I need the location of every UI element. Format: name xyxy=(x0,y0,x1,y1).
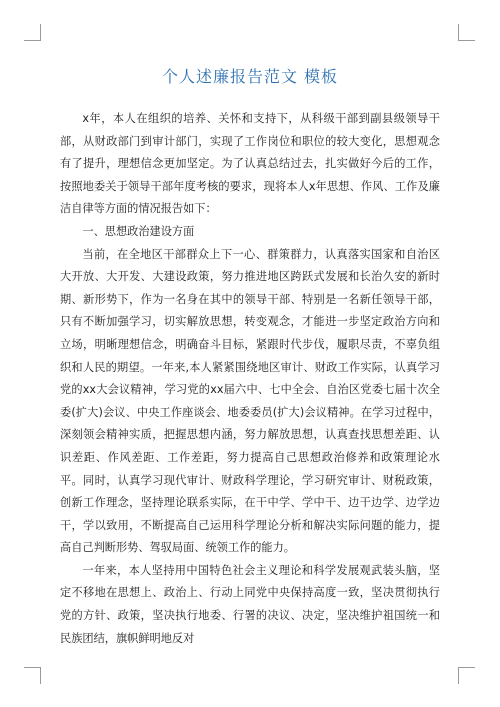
crop-mark xyxy=(458,40,475,41)
crop-mark xyxy=(40,24,41,41)
crop-mark xyxy=(24,40,41,41)
crop-mark xyxy=(40,667,41,684)
document-body xyxy=(60,108,440,650)
crop-mark xyxy=(24,667,41,668)
crop-mark xyxy=(458,667,475,668)
paragraph-year-review: 一年来，本人坚持用中国特色社会主义理论和科学发展观武装头脑，坚定不移地在思想上、政治上、行动上同党中央保持高度一致，坚决贯彻执行党的方针、政策，坚决执行地委、行署的决议、决定，坚决维护祖国统一和民族团结，旗帜鲜明地反对 xyxy=(60,563,440,645)
crop-mark xyxy=(458,24,459,41)
crop-mark xyxy=(458,667,459,684)
section-heading: 一、思想政治建设方面 xyxy=(82,224,195,238)
paragraph-political: 当前，在全地区干部群众上下一心、群策群力，认真落实国家和自治区大开放、大开发、大建设政策，努力推进地区跨跃式发展和长治久安的新时期、新形势下，作为一名身在其中的领导干部、特别是一名新任领导干部，只有不断加强学习，切实解放思想，转变观念，才能进一步坚定政治方向和立场，明晰理想信念，明确奋斗目标，紧跟时代步伐，履职尽责，不辜负组织和人民的期望。一年来,本人紧紧围绕地区审计、财政工作实际，认真学习党的xx大会议精神，学习党的xx届六中、七中全会、自治区党委七届十次全委(扩大)会议、中央工作座谈会、地委委员(扩大)会议精神。在学习过程中，深刻领会精神实质，把握思想内涵，努力解放思想，认真查找思想差距、认识差距、作风差距、工作差距，努力提高自己思想政治修养和政策理论水平。同时，认真学习现代审计、财政科学理论，学习研究审计、财税政策，创新工作理念，坚持理论联系实际，在干中学、学中干、边干边学、边学边干，学以致用，不断提高自己运用科学理论分析和解决实际问题的能力，提高自己判断形势、驾驭局面、统领工作的能力。 xyxy=(60,247,440,555)
document-title: 个人述廉报告范文 模板 xyxy=(161,67,339,86)
paragraph-intro: x年，本人在组织的培养、关怀和支持下，从科级干部到副县级领导干部，从财政部门到审计部门，实现了工作岗位和职位的较大变化，思想观念有了提升，理想信念更加坚定。为了认真总结过去，扎实做好今后的工作，按照地委关于领导干部年度考核的要求，现将本人x年思想、作风、工作及廉洁自律等方面的情况报告如下： xyxy=(60,112,440,216)
